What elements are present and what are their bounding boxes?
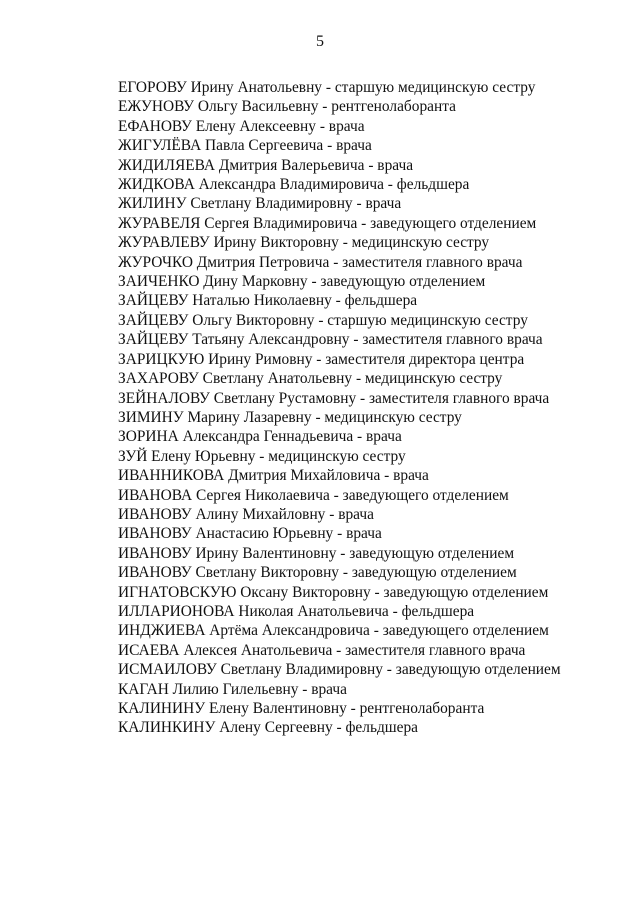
list-item: КАЛИНКИНУ Алену Сергеевну - фельдшера [118, 719, 419, 737]
list-item: ИСМАИЛОВУ Светлану Владимировну - заведующую отделением [118, 661, 561, 679]
list-item: ЗЕЙНАЛОВУ Светлану Рустамовну - заместителя главного врача [118, 389, 550, 407]
list-item: ЗАЙЦЕВУ Наталью Николаевну - фельдшера [118, 292, 418, 310]
list-item: ИСАЕВА Алексея Анатольевича - заместителя главного врача [118, 641, 526, 659]
list-item: ЖИДКОВА Александра Владимировича - фельдшера [118, 176, 470, 194]
list-item: ЗАЙЦЕВУ Татьяну Александровну - заместителя главного врача [118, 331, 543, 349]
list-item: ЕГОРОВУ Ирину Анатольевну - старшую медицинскую сестру [118, 79, 536, 96]
list-item: ЖУРАВЛЕВУ Ирину Викторовну - медицинскую сестру [118, 234, 490, 252]
list-item: ЗАРИЦКУЮ Ирину Римовну - заместителя директора центра [118, 350, 525, 368]
list-item: ИЛЛАРИОНОВА Николая Анатольевича - фельдшера [118, 602, 475, 620]
page-number: 5 [316, 33, 324, 50]
list-item: ИВАНОВУ Анастасию Юрьевну - врача [118, 525, 382, 543]
list-item: ЗИМИНУ Марину Лазаревну - медицинскую сестру [118, 408, 462, 426]
list-item: ЖИГУЛЁВА Павла Сергеевича - врача [118, 137, 372, 155]
list-item: ИВАНОВУ Алину Михайловну - врача [118, 505, 374, 523]
list-item: ИВАНОВУ Светлану Викторовну - заведующую отделением [118, 564, 517, 582]
list-item: ЗАИЧЕНКО Дину Марковну - заведующую отделением [118, 273, 486, 291]
list-item: ЖИЛИНУ Светлану Владимировну - врача [118, 195, 402, 213]
list-item: ЗОРИНА Александра Геннадьевича - врача [118, 428, 402, 446]
list-item: ЗАЙЦЕВУ Ольгу Викторовну - старшую медицинскую сестру [118, 311, 528, 329]
list-item: ИГНАТОВСКУЮ Оксану Викторовну - заведующую отделением [118, 583, 549, 601]
list-item: ИНДЖИЕВА Артёма Александровича - заведующего отделением [118, 622, 549, 640]
list-item: КАГАН Лилию Гилельевну - врача [118, 680, 347, 698]
list-item: ЖУРАВЕЛЯ Сергея Владимировича - заведующего отделением [118, 214, 537, 232]
list-item: ЖИДИЛЯЕВА Дмитрия Валерьевича - врача [118, 156, 414, 174]
appointment-list [76, 78, 565, 738]
list-item: ЕФАНОВУ Елену Алексеевну - врача [118, 117, 365, 135]
list-item: ЗУЙ Елену Юрьевну - медицинскую сестру [118, 447, 406, 465]
list-item: ИВАНОВУ Ирину Валентиновну - заведующую отделением [118, 544, 515, 562]
list-item: ИВАНОВА Сергея Николаевича - заведующего отделением [118, 486, 509, 504]
list-item: КАЛИНИНУ Елену Валентиновну - рентгенолаборанта [118, 700, 485, 717]
list-item: ЖУРОЧКО Дмитрия Петровича - заместителя главного врача [118, 253, 523, 271]
list-item: ЕЖУНОВУ Ольгу Васильевну - рентгенолаборанта [118, 98, 456, 116]
list-item: ИВАННИКОВА Дмитрия Михайловича - врача [118, 467, 429, 485]
list-item: ЗАХАРОВУ Светлану Анатольевну - медицинскую сестру [118, 370, 503, 388]
